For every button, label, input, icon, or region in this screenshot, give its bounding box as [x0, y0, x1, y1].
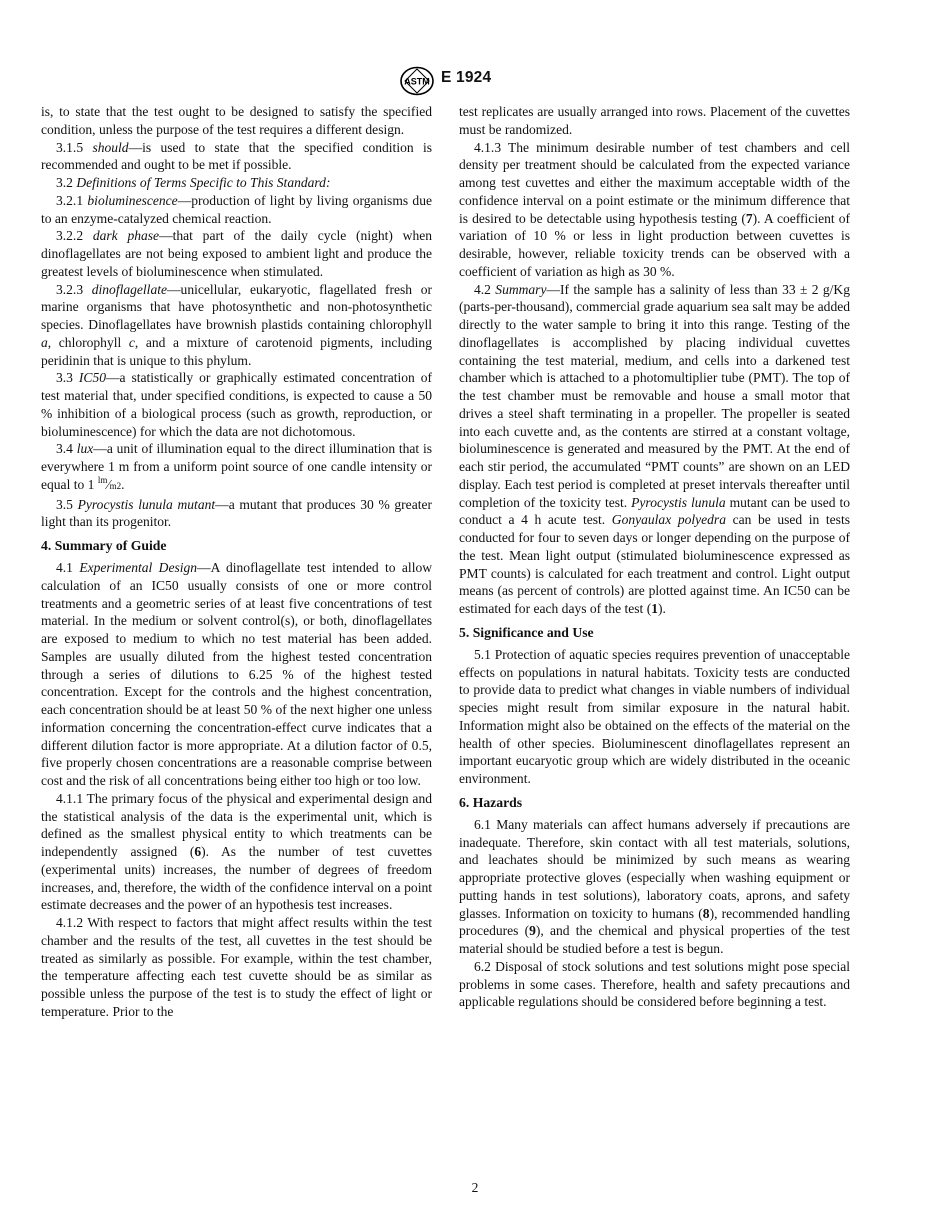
paragraph-3-2: 3.2 Definitions of Terms Specific to This Standard: [56, 175, 331, 190]
paragraph: test replicates are usually arranged into rows. Placement of the cuvettes must be randomized. [459, 104, 850, 137]
section-heading-5: 5. Significance and Use [459, 624, 594, 640]
section-heading-4: 4. Summary of Guide [41, 538, 167, 553]
paragraph-3-2-2: 3.2.2 dark phase—that part of the daily cycle (night) when dinoflagellates are not being exposed to ambient light and produce the greatest levels of bioluminescence when stimulated. [41, 228, 433, 279]
astm-logo-icon [399, 66, 435, 96]
paragraph-3-4: 3.4 lux—a unit of illumination equal to the direct illumination that is everywhere 1 m from a uniform point source of one candle intensity or equal to 1 $^{lm}$⁄m2. [41, 441, 432, 492]
paragraph-5-1: 5.1 Protection of aquatic species requires prevention of unacceptable effects on populations in natural habitats. Toxicity tests are conducted to provide data to predict what changes in viable numbers of individual species might result from similar exposure in the natural habit. Information might also be obtained on the effects of the material on the health of other species. Bioluminescent dinoflagellates represent an important eucaryotic group which are widely distributed in the oceanic environment. [459, 646, 851, 786]
paragraph: is, to state that the test ought to be designed to satisfy the specified condition, unless the purpose of the test requires a different design. [41, 104, 432, 137]
paragraph-6-1: 6.1 Many materials can affect humans adversely if precautions are inadequate. Therefore, skin contact with all test materials, solutions, and leachates should be minimized by such means as wearing appropriate protective gloves (especially when washing equipment or putting hands in test solutions), laboratory coats, aprons, and safety glasses. Information on toxicity to humans (8), recommended handling procedures (9), and the chemical and physical properties of the test material should be studied before a test is begun. [459, 816, 851, 956]
page-header [0, 66, 950, 94]
paragraph-4-1-2: 4.1.2 With respect to factors that might affect results within the test chamber and the results of the test, all cuvettes in the test should be treated as similarly as possible. For example, within the test chamber, the temperature affecting each test cuvette should be as similar as possible unless the purpose of the test is to study the effect of light or temperature. Prior to the [41, 915, 432, 1019]
paragraph-4-2: 4.2 Summary—If the sample has a salinity of less than 33 ± 2 g/Kg (parts-per-thousand), commercial grade aquarium sea salt may be added directly to the water sample to bring it into this range. Testing of the dinoflagellates is accomplished by placing individual cuvettes containing the test material, medium, and cells into a darkened test chamber which is attached to a photomultiplier tube (PMT). The top of the test chamber must be removable and house a small motor that drives a steel shaft terminating in a propeller. The propeller is seated into each cuvette and, as the contents are stirred at a constant voltage, bioluminescence is generated and measured by the PMT. At the end of each stir period, the accumulated “PMT counts” are shown on an LED display. Each test period is completed at preset intervals thereafter until completion of the toxicity test. Pyrocystis lunula mutant can be used to conduct a 4 h acute test. Gonyaulax polyedra can be used in tests conducted for four to seven days or longer depending on the purpose of the test. Mean light output (stimulated bioluminescence expressed as PMT counts) is calculated for each treatment and control. Light output means (as percent of controls) are plotted against time. An IC50 can be estimated for each days of the test (1). [459, 281, 851, 616]
paragraph-3-3: 3.3 IC50—a statistically or graphically estimated concentration of test material that, under specified conditions, is expected to cause a 50 % inhibition of a biological process (such as growth, reproduction, or bioluminescence) for which the data are not dichotomous. [41, 370, 433, 439]
section-heading-6: 6. Hazards [459, 794, 523, 810]
paragraph-3-1-5: 3.1.5 should—is used to state that the specified condition is recommended and ought to be met if possible. [41, 139, 432, 173]
paragraph-4-1: 4.1 Experimental Design—A dinoflagellate test intended to allow calculation of an IC50 usually consists of one or more control treatments and a geometric series of at least five concentrations of test material. In the medium or solvent control(s), or both, dinoflagellates are exposed to medium to which no test material has been added. Samples are usually diluted from the highest tested concentration through a series of dilutions to 6.25 % of the highest tested concentration. Except for the controls and the highest concentration, each concentration should be at least 50 % of the next higher one unless information concerning the concentration-effect curve indicates that a different dilution factor is more appropriate. At a dilution factor of 0.5, five properly chosen concentrations are a reasonable comprise between cost and the risk of all concentrations being either too high or too low. [41, 560, 433, 788]
paragraph-3-2-1: 3.2.1 bioluminescence—production of light by living organisms due to an enzyme-catalyzed chemical reaction. [41, 192, 432, 226]
page-number: 2 [471, 1180, 479, 1195]
right-column [459, 103, 850, 1011]
paragraph-4-1-3: 4.1.3 The minimum desirable number of test chambers and cell density per treatment should be calculated from the expected variance among test cuvettes and either the maximum acceptable width of the confidence interval on a point estimate or the minimum difference that is desired to be detectable using hypothesis testing (7). A coefficient of variation of 10 % or less in light production between cuvettes is desirable, however, reliable toxicity trends can be observed with a coefficient of variation as high as 30 %. [459, 139, 850, 279]
paragraph-4-1-1: 4.1.1 The primary focus of the physical and experimental design and the statistical analysis of the data is the experimental unit, which is defined as the smallest physical entity to which treatments can be independently assigned (6). As the number of test cuvettes (experimental units) increases, the number of degrees of freedom increases, and, therefore, the width of the confidence interval on a point estimate decreases and the power of an hypothesis test increases. [41, 790, 432, 913]
svg-text:ASTM: ASTM [404, 76, 430, 87]
document-number: E 1924 [441, 69, 492, 86]
paragraph-6-2: 6.2 Disposal of stock solutions and test solutions might pose special problems in some cases. Therefore, health and safety precautions and applicable regulations should be considered before beginning a test. [459, 958, 851, 1010]
left-column [41, 103, 432, 1021]
paragraph-3-2-3: 3.2.3 dinoflagellate—unicellular, eukaryotic, flagellated fresh or marine organisms that have photosynthetic and non-photosynthetic species. Dinoflagellates have brownish plastids containing chlorophyll a, chlorophyll c, and a mixture of carotenoid pigments, including peridinin that is unique to this phylum. [41, 281, 432, 368]
paragraph-3-5: 3.5 Pyrocystis lunula mutant—a mutant that produces 30 % greater light than its progenitor. [41, 496, 432, 530]
